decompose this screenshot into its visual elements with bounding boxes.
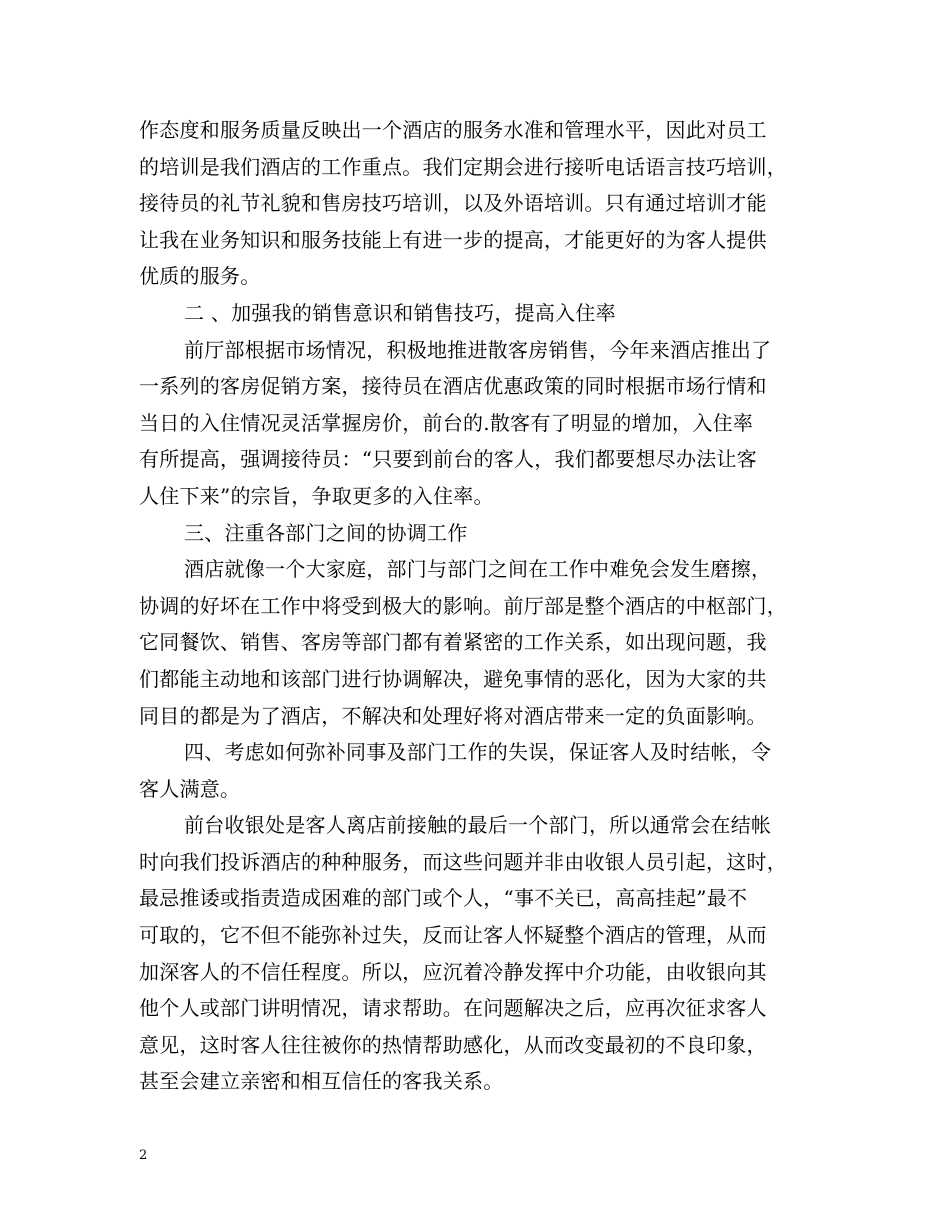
text-line: 前厅部根据市场情况，积极地推进散客房销售，今年来酒店推出了 xyxy=(184,337,772,362)
text-line: 他个人或部门讲明情况，请求帮助。在问题解决之后，应再次征求客人 xyxy=(139,996,767,1021)
page-number: 2 xyxy=(139,1148,148,1163)
text-line: 人住下来”的宗旨，争取更多的入住率。 xyxy=(139,483,494,508)
text-line: 意见，这时客人往往被你的热情帮助感化，从而改变最初的不良印象， xyxy=(139,1032,767,1057)
text-line: 的培训是我们酒店的工作重点。我们定期会进行接听电话语言技巧培训， xyxy=(139,154,787,179)
text-line: 加深客人的不信任程度。所以，应沉着冷静发挥中介功能，由收银向其 xyxy=(139,959,767,984)
text-line: 让我在业务知识和服务技能上有进一步的提高，才能更好的为客人提供 xyxy=(139,227,767,252)
text-line: 们都能主动地和该部门进行协调解决，避免事情的恶化，因为大家的共 xyxy=(139,666,767,691)
text-line: 可取的，它不但不能弥补过失，反而让客人怀疑整个酒店的管理，从而 xyxy=(139,923,767,948)
text-line: 酒店就像一个大家庭，部门与部门之间在工作中难免会发生磨擦， xyxy=(184,557,772,582)
text-line: 作态度和服务质量反映出一个酒店的服务水准和管理水平，因此对员工 xyxy=(139,118,767,142)
text-line: 有所提高，强调接待员：“只要到前台的客人，我们都要想尽办法让客 xyxy=(139,447,757,472)
text-line: 最忌推诿或指责造成困难的部门或个人，“事不关已，高高挂起”最不 xyxy=(139,886,748,911)
text-line: 同目的都是为了酒店，不解决和处理好将对酒店带来一定的负面影响。 xyxy=(139,703,767,728)
text-line: 优质的服务。 xyxy=(139,264,261,289)
text-line: 它同餐饮、销售、客房等部门都有着紧密的工作关系，如出现问题，我 xyxy=(139,630,767,655)
text-line: 一系列的客房促销方案，接待员在酒店优惠政策的同时根据市场行情和 xyxy=(139,374,767,399)
text-line: 三、注重各部门之间的协调工作 xyxy=(184,520,468,545)
text-line: 二 、加强我的销售意识和销售技巧，提高入住率 xyxy=(184,300,616,325)
text-line: 当日的入住情况灵活掌握房价，前台的.散客有了明显的增加，入住率 xyxy=(139,410,754,435)
text-line: 四、考虑如何弥补同事及部门工作的失误，保证客人及时结帐，令 xyxy=(184,740,772,765)
text-line: 前台收银处是客人离店前接触的最后一个部门，所以通常会在结帐 xyxy=(184,813,772,838)
text-line: 协调的好坏在工作中将受到极大的影响。前厅部是整个酒店的中枢部门， xyxy=(139,593,787,618)
text-line: 甚至会建立亲密和相互信任的客我关系。 xyxy=(139,1069,504,1094)
text-line: 客人满意。 xyxy=(139,776,241,801)
text-line: 时向我们投诉酒店的种种服务，而这些问题并非由收银人员引起，这时， xyxy=(139,849,787,874)
text-line: 接待员的礼节礼貌和售房技巧培训，以及外语培训。只有通过培训才能 xyxy=(139,191,767,216)
document-body xyxy=(139,112,819,1100)
